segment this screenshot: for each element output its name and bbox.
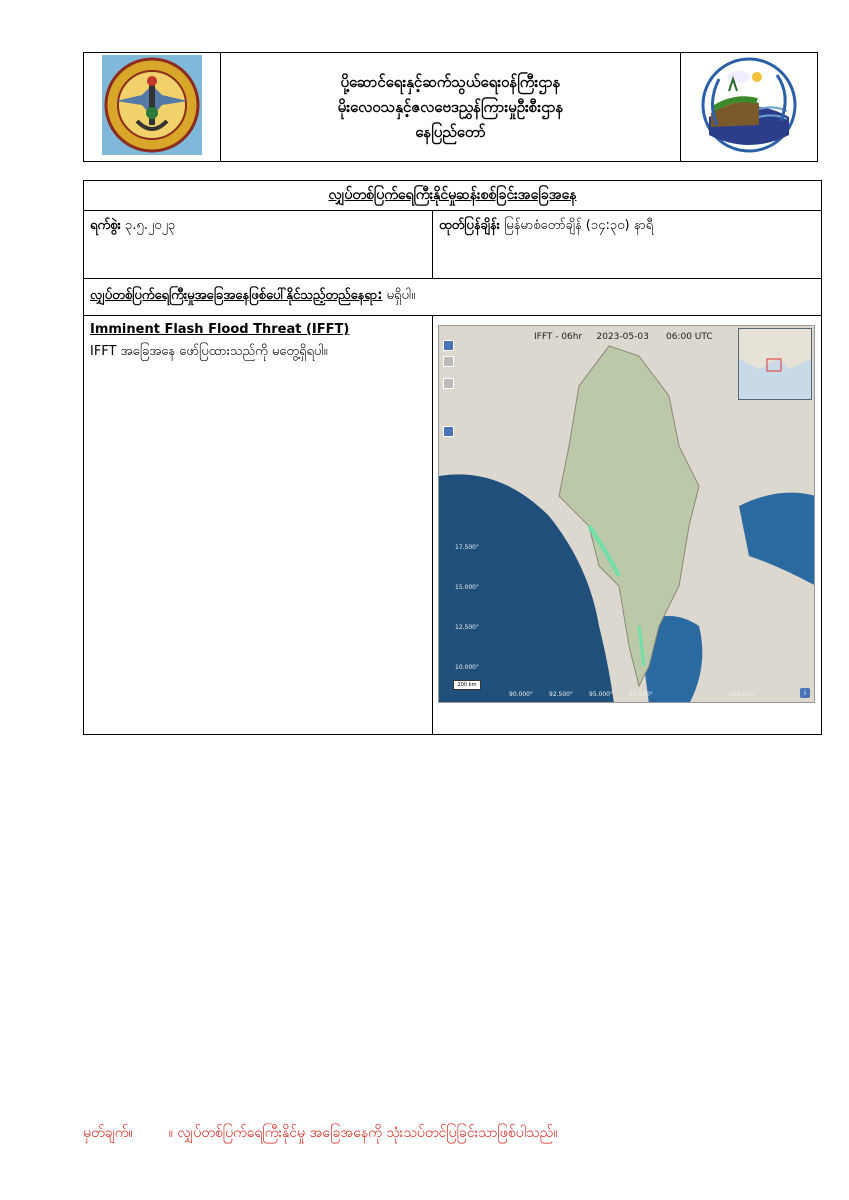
map-time: 06:00 UTC [665,332,713,342]
map-date: 2023-05-03 [596,332,649,342]
lat-label: 15.000° [455,584,479,591]
lon-label: 102.500° [729,691,757,698]
zoom-in-icon[interactable] [443,340,454,351]
dmh-logo-cell [681,53,818,162]
zoom-slider-track-icon[interactable] [443,378,454,389]
ministry-name: ပို့ဆောင်ရေးနှင့်ဆက်သွယ်ရေးဝန်ကြီးဌာန [340,72,561,91]
lat-label: 10.000° [455,664,479,671]
footer-note [83,1123,557,1144]
header-table [83,52,818,162]
overview-map-icon [739,329,811,399]
issue-time-value: မြန်မာစံတော်ချိန် (၁၄:၃၀) နာရီ [504,218,654,233]
threat-area-cell [84,279,822,316]
ministry-logo-cell [84,53,221,162]
ifft-title: Imminent Flash Flood Threat (IFFT) [90,322,350,337]
zoom-out-icon[interactable] [443,426,454,437]
lon-label: 92.500° [549,691,573,698]
date-label: ရက်စွဲး [90,218,121,233]
department-name: မိုးလေဝသနှင့်ဇလဗေဒညွှန်ကြားမှုဦးစီးဌာန [337,97,564,116]
lat-label: 17.500° [455,544,479,551]
header-title-cell [221,53,681,162]
date-value: ၃.၅.၂၀၂၃ [124,218,176,233]
threat-area-value: မရှိပါ။ [386,288,416,303]
issue-time-cell [433,211,822,279]
scale-bar: 200 km [453,680,481,690]
location-name: နေပြည်တော် [415,122,486,141]
overview-map-inset[interactable] [738,328,812,400]
lon-label: 90.000° [509,691,533,698]
lon-label: 95.000° [589,691,613,698]
map-product-label: IFFT - 06hr [534,332,583,342]
ifft-description: IFFT အခြေအနေ ဖော်ပြထားသည်ကို မတွေ့ရှိရပါ။ [90,344,328,359]
report-title: လျှပ်တစ်ပြက်ရေကြီးနိုင်မှုဆန်းစစ်ခြင်းအခြေအနေ [84,181,822,211]
ifft-map [438,325,815,703]
lon-label: 97.500° [629,691,653,698]
dmh-emblem-icon [699,55,799,155]
zoom-slider-track-icon[interactable] [443,356,454,367]
note-label: မှတ်ချက်။ [83,1125,133,1141]
ifft-text-cell [84,316,433,735]
lat-label: 12.500° [455,624,479,631]
note-text: ။ လျှပ်တစ်ပြက်ရေကြီးနိုင်မှု အခြေအနေကို သုံးသပ်တင်ပြခြင်းသာဖြစ်ပါသည်။ [168,1125,558,1141]
threat-area-label: လျှပ်တစ်ပြက်ရေကြီးမှုအခြေအနေဖြစ်ပေါ်နိုင်သည့်တည်နေရာ: [90,288,383,303]
issue-time-label: ထုတ်ပြန်ချိန်း [439,218,500,233]
ministry-emblem-icon [102,55,202,155]
date-cell [84,211,433,279]
info-icon[interactable]: i [800,688,810,698]
map-header [534,332,713,342]
